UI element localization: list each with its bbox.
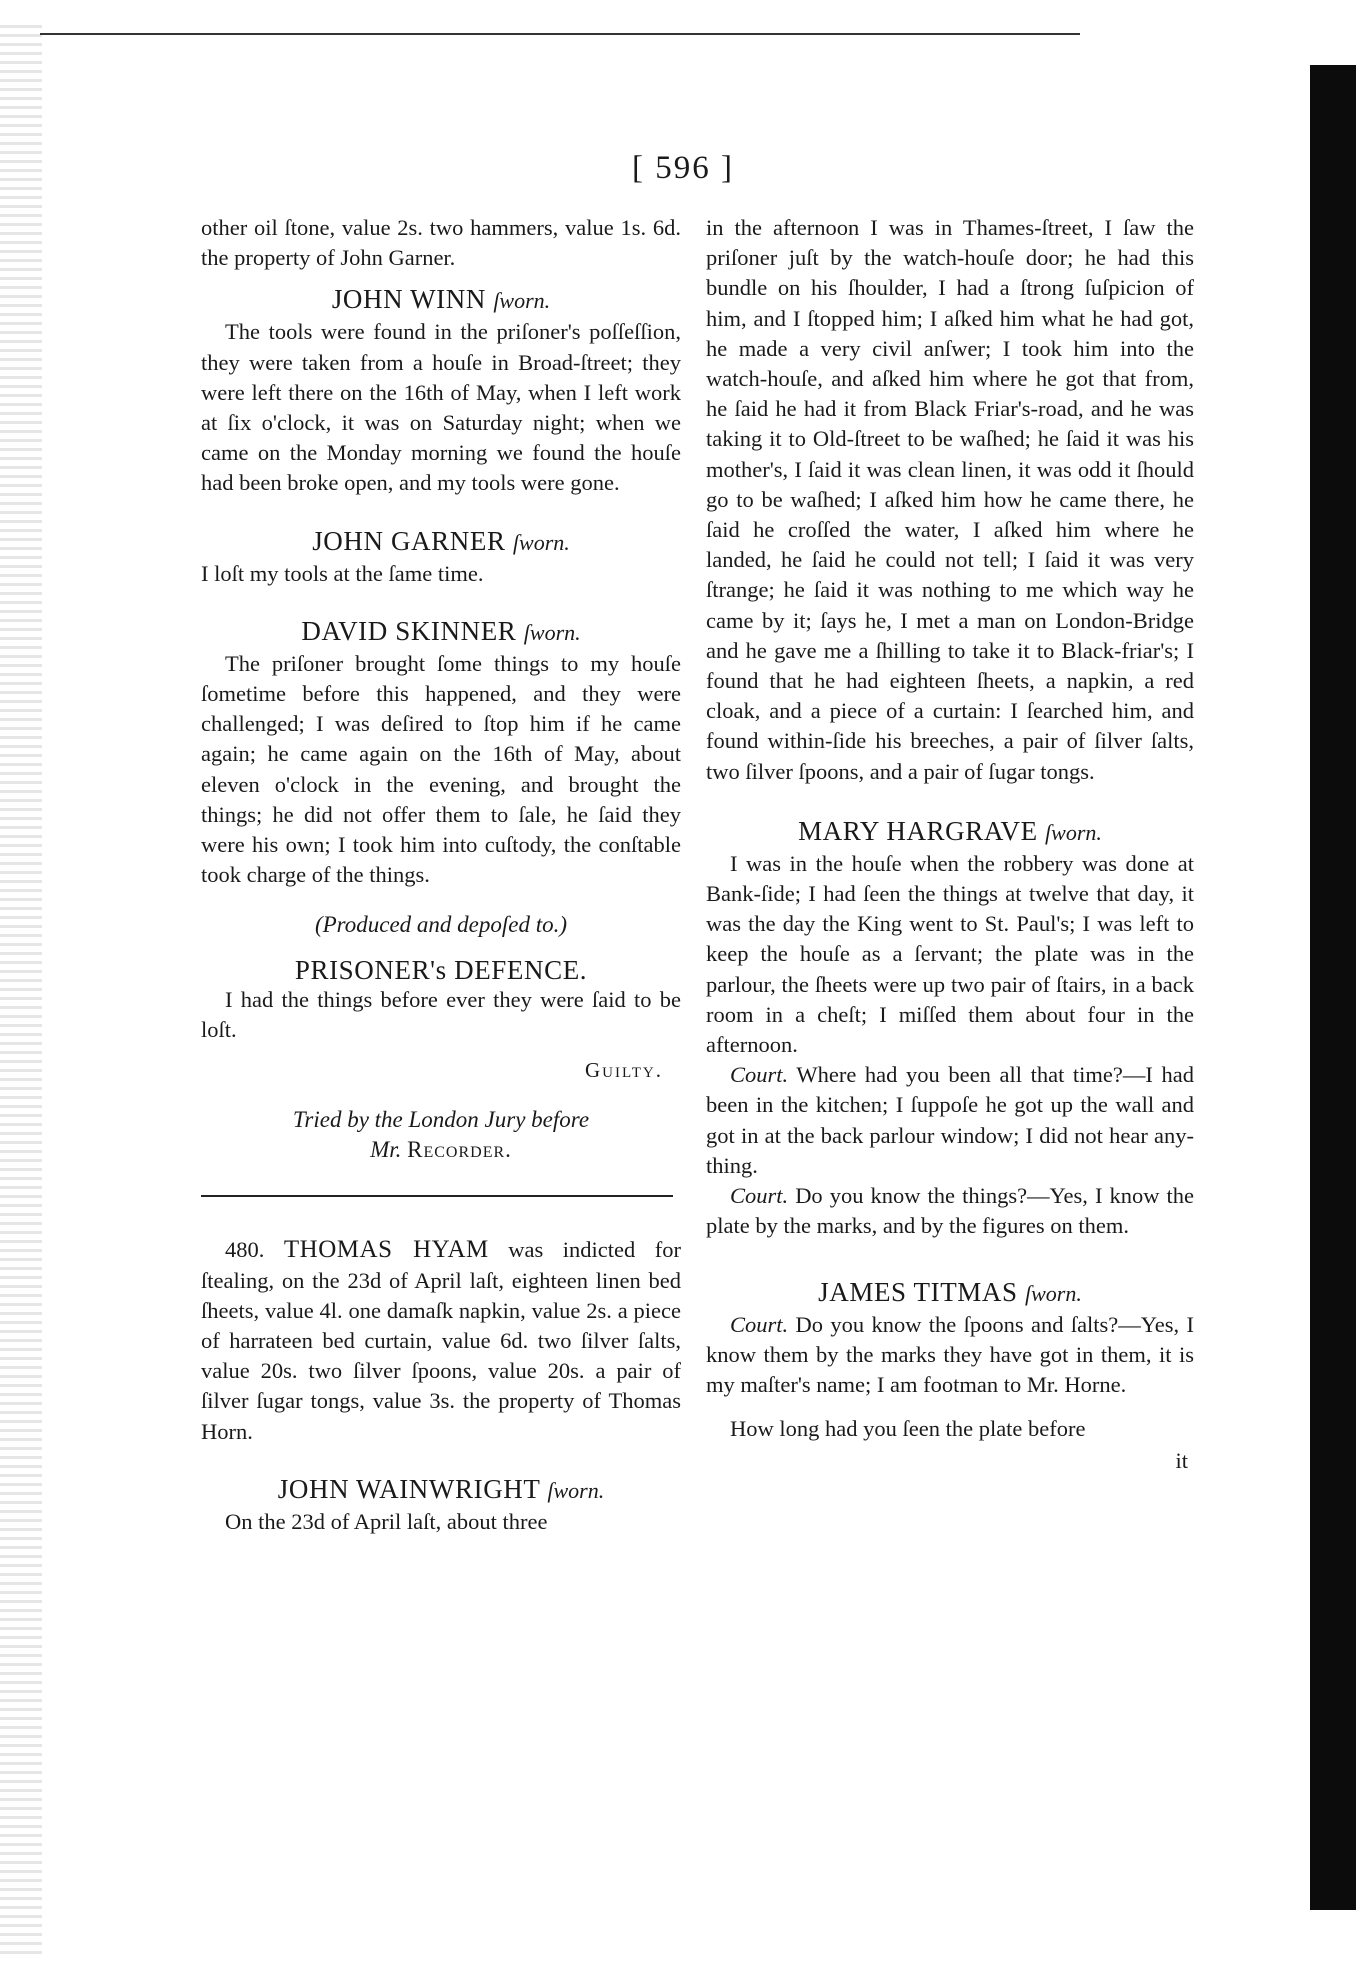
court-paragraph xyxy=(706,1310,1194,1401)
court-label: Court. xyxy=(730,1183,789,1209)
paragraph: I was in the houſe when the robbery was done at Bank-ſide; I had ſeen the things at twelve that day, it was the day the King went to St. Paul's; I was left to keep the houſe as a ſervant; the plate was in the parlour, the ſheets were up two pair of ſtairs, in a back room in a cheſt; I miſſed them about four in the afternoon. xyxy=(706,850,1194,1058)
speaker-name: JOHN WAINWRIGHT xyxy=(277,1473,540,1504)
paragraph: On the 23d of April laſt, about three xyxy=(225,1508,548,1534)
catchword: it xyxy=(1175,1448,1188,1474)
sworn-label: ſworn. xyxy=(523,619,581,645)
court-text: Where had you been all that time?—I had been in the kitchen; I ſuppoſe he got up the wall and got in at the back parlour window; I did not hear any-thing. xyxy=(706,1062,1194,1178)
left-column xyxy=(201,213,681,1537)
speaker-heading xyxy=(201,525,681,559)
tried-by-note xyxy=(201,1105,681,1165)
paragraph: in the afternoon I was in Thames-ſtreet, I ſaw the priſoner juſt by the watch-houſe door; he had this bundle on his ſhoulder, I had a ſtrong ſuſpicion of him, and I ſtopped him; I aſked him what he had got, he made a very civil anſwer; I took him into the watch-houſe, and aſked him where he got that from, he ſaid he had it from Black Friar's-road, and he was taking it to Old-ſtreet to be waſhed; he ſaid it was his mother's, I ſaid it was clean linen, it was odd it ſhould go to be waſhed; I aſked him how he came there, he ſaid he croſſed the water, I aſked him where he landed, he ſaid he could not tell; I ſaid it was very ſtrange; he ſaid it was nothing to me which way he came by it; ſays he, I met a man on London-Bridge and he gave me a ſhilling to take it to Black-friar's; I found that he had eighteen ſheets, a napkin, a red cloak, and a piece of a curtain: I ſearched him, and found within-ſide his breeches, a pair of ſilver ſalts, two ſilver ſpoons, and a pair of ſugar tongs. xyxy=(706,215,1194,784)
sworn-label: ſworn. xyxy=(512,529,570,555)
court-label: Court. xyxy=(730,1311,789,1337)
speaker-heading xyxy=(201,615,681,649)
speaker-name: JAMES TITMAS xyxy=(818,1276,1018,1307)
case-text: was indicted for ſtealing, on the 23d of April laſt, eighteen linen bed ſheets, value 4l. one damaſk napkin, value 2s. a piece of harrateen bed curtain, value 6d. two ſilver ſalts, value 20s. two ſilver ſpoons, value 20s. a pair of ſilver ſugar tongs, value 3s. the property of Thomas Horn. xyxy=(201,1237,682,1444)
paragraph: I had the things before ever they were ſaid to be loſt. xyxy=(201,986,681,1043)
speaker-heading xyxy=(201,283,681,317)
speaker-name: JOHN WINN xyxy=(331,284,486,315)
speaker-name: MARY HARGRAVE xyxy=(798,815,1038,846)
speaker-heading xyxy=(201,1473,681,1507)
court-text: Do you know the things?—Yes, I know the plate by the marks, and by the figures on them. xyxy=(706,1183,1195,1239)
paragraph: How long had you ſeen the plate before xyxy=(730,1416,1086,1442)
speaker-heading xyxy=(706,1276,1194,1310)
tried-mr: Mr. xyxy=(370,1137,402,1163)
paragraph: The tools were found in the priſoner's poſſeſſion, they were taken from a houſe in Broad-ſtreet; they were left there on the 16th of May, when I left work at ſix o'clock, it was on Saturday night; when we came on the Monday morning we found the houſe had been broke open, and my tools were gone. xyxy=(201,319,681,496)
speaker-heading xyxy=(706,815,1194,849)
court-paragraph xyxy=(706,1181,1194,1241)
speaker-name: DAVID SKINNER xyxy=(301,615,517,646)
case-paragraph xyxy=(201,1235,681,1446)
tried-recorder: Recorder. xyxy=(407,1137,512,1163)
scan-edge-right xyxy=(1310,65,1356,1910)
case-number: 480. xyxy=(225,1237,265,1263)
sworn-label: ſworn. xyxy=(547,1477,605,1503)
court-text: Do you know the ſpoons and ſalts?—Yes, I know them by the marks they have got in them, it is my maſter's name; I am footman to Mr. Horne. xyxy=(706,1311,1195,1397)
page-number: [ 596 ] xyxy=(632,150,734,186)
sworn-label: ſworn. xyxy=(1045,819,1102,845)
paragraph: other oil ſtone, value 2s. two hammers, value 1s. 6d. the property of John Garner. xyxy=(201,215,681,271)
defence-heading: PRISONER's DEFENCE. xyxy=(294,954,588,985)
produced-note: (Produced and depoſed to.) xyxy=(314,912,568,938)
right-column xyxy=(706,213,1194,1477)
tried-line-recorder xyxy=(201,1135,681,1165)
verdict: Guilty. xyxy=(584,1058,663,1083)
court-label: Court. xyxy=(730,1062,789,1088)
section-divider xyxy=(201,1195,673,1197)
court-paragraph xyxy=(706,1060,1194,1181)
sworn-label: ſworn. xyxy=(1024,1280,1082,1306)
paragraph: I loſt my tools at the ſame time. xyxy=(201,560,484,586)
paragraph: The priſoner brought ſome things to my houſe ſometime before this happened, and they were challenged; I was deſired to ſtop him if he came again; he came again on the 16th of May, about eleven o'clock in the evening, and brought the things; he did not offer them to ſale, he ſaid they were his own; I took him into cuſtody, the conſtable took charge of the things. xyxy=(201,650,681,888)
case-name: THOMAS HYAM xyxy=(283,1236,489,1264)
sworn-label: ſworn. xyxy=(493,288,551,314)
scan-edge-left xyxy=(0,25,42,1955)
tried-line: Tried by the London Jury before xyxy=(292,1107,590,1133)
speaker-name: JOHN GARNER xyxy=(312,525,506,556)
top-rule xyxy=(40,33,1080,35)
